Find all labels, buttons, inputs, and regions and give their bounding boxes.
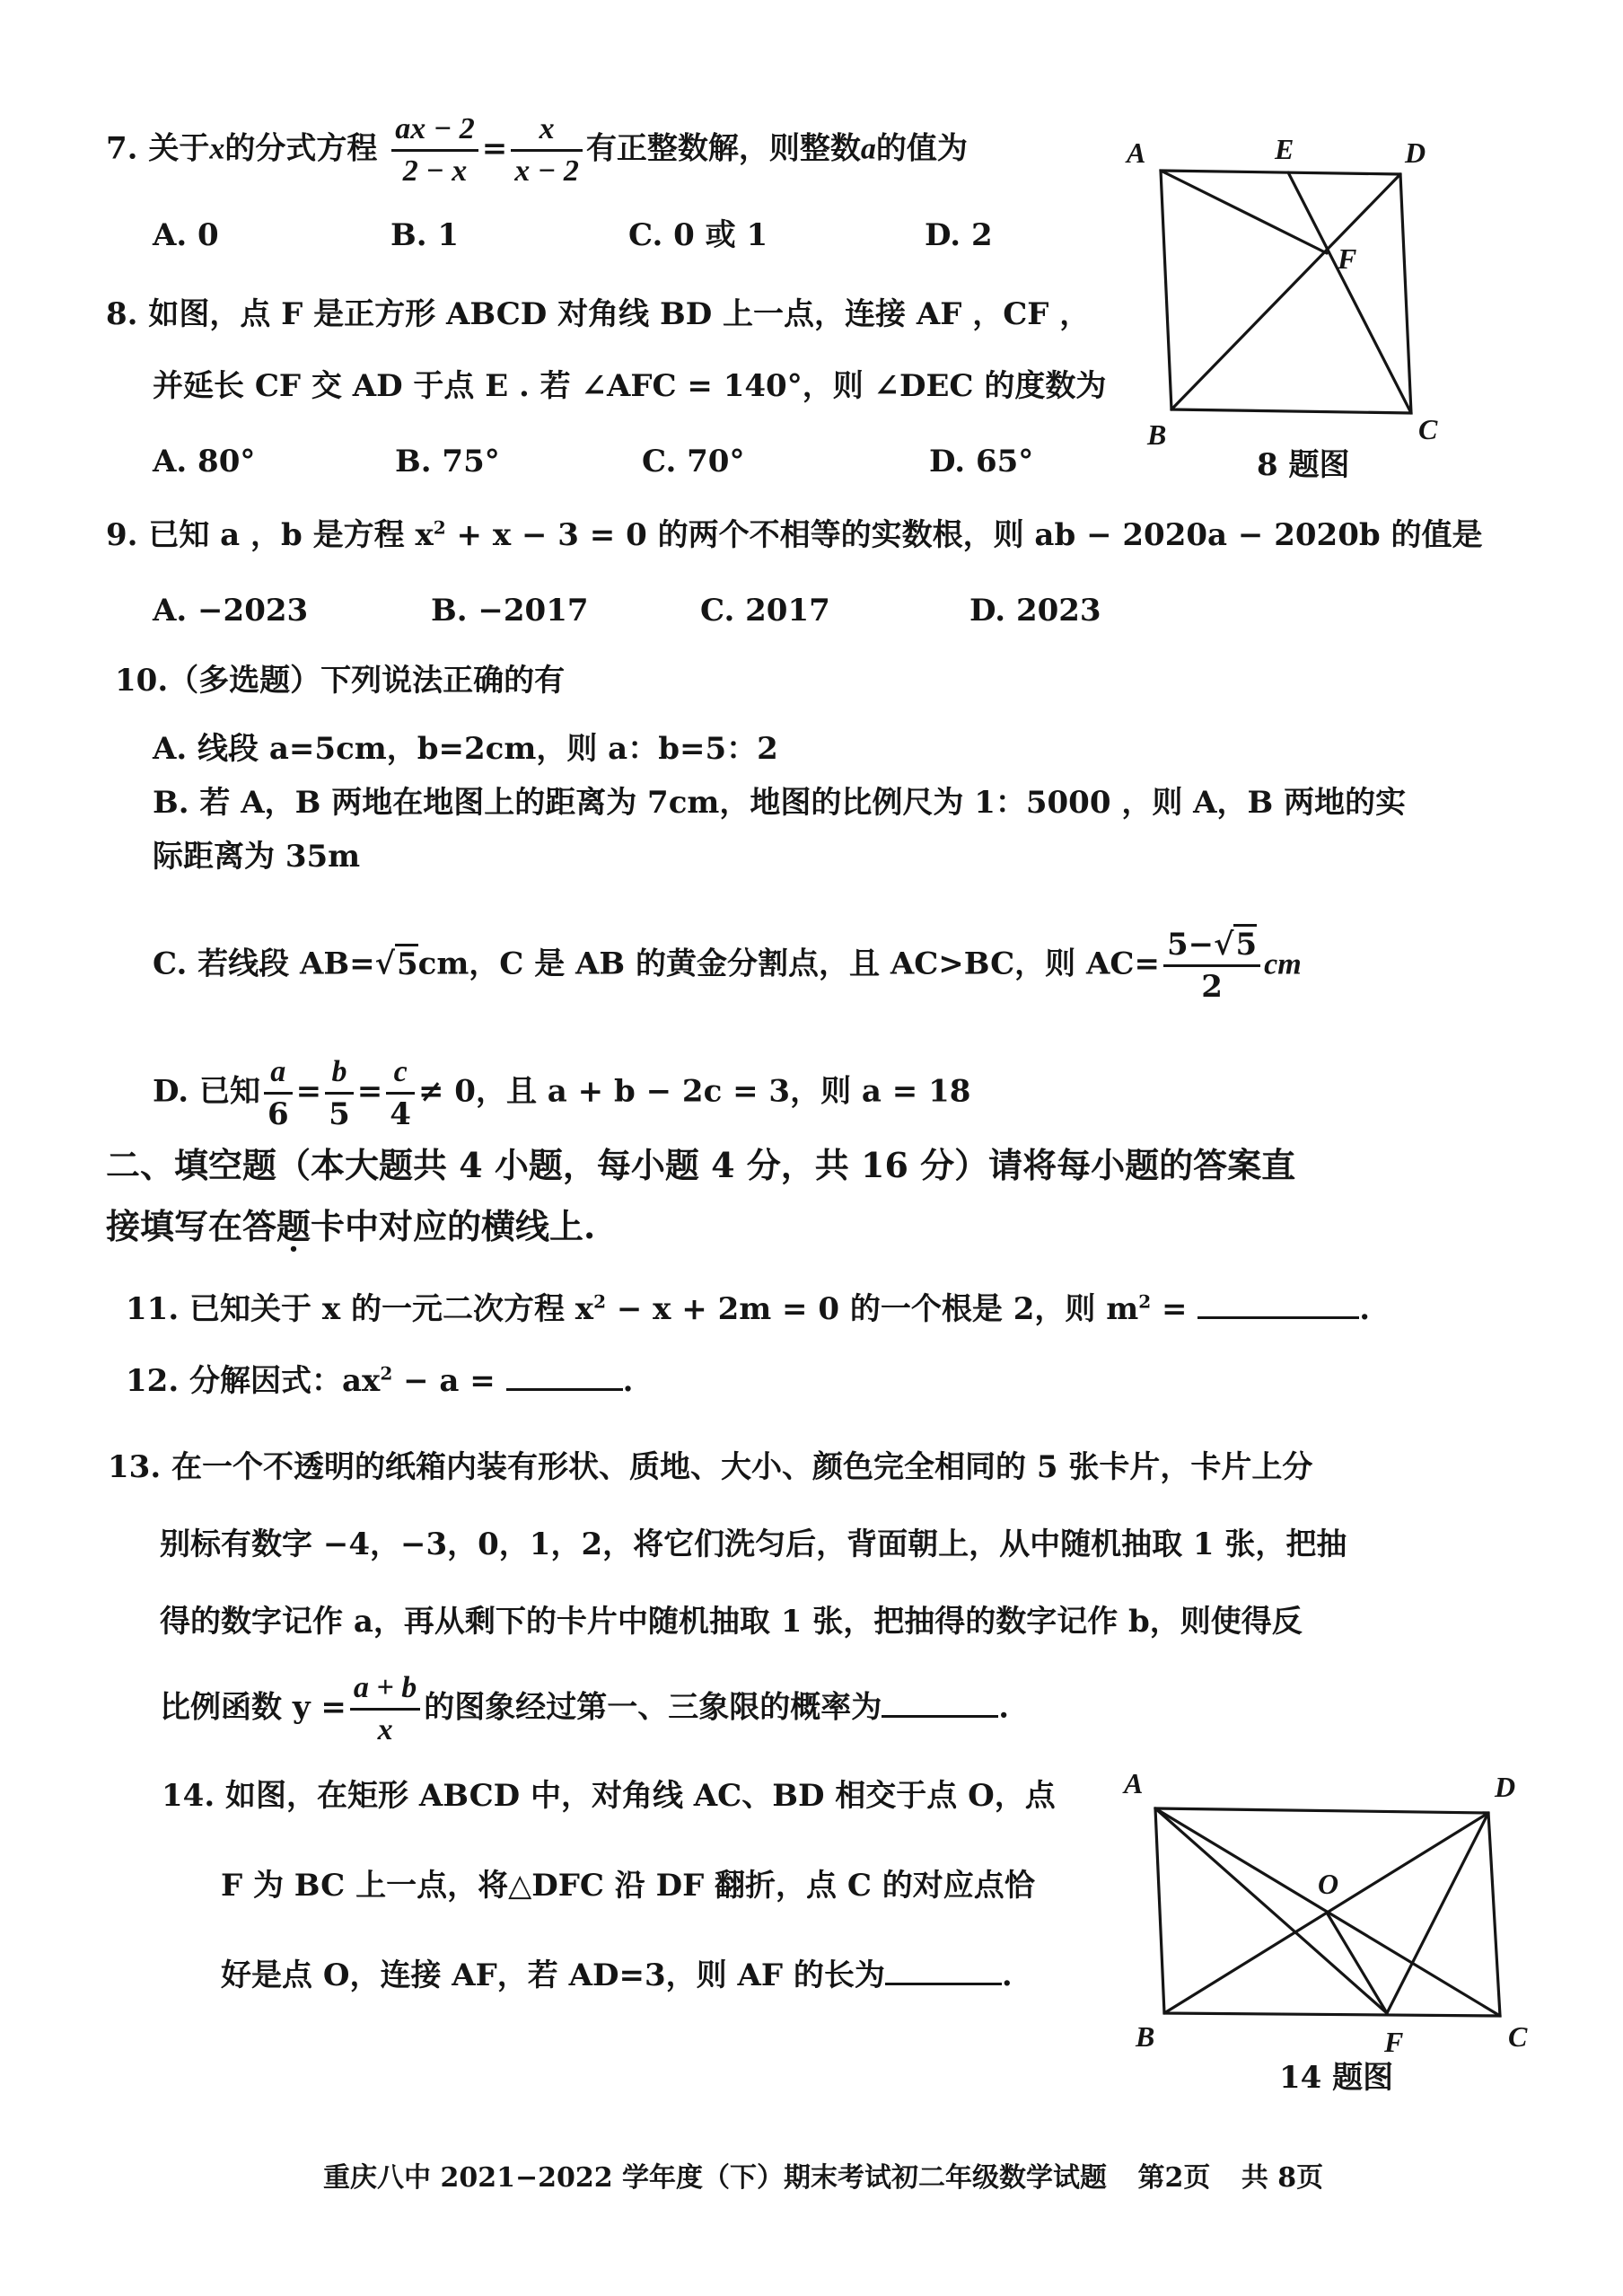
question-8-line2: 并延长 CF 交 AD 于点 E . 若 ∠AFC = 140°，则 ∠DEC 的度数为 bbox=[153, 368, 1107, 404]
q8-option-c[interactable]: C. 70° bbox=[642, 444, 745, 479]
q10-option-a[interactable]: A. 线段 a=5cm，b=2cm，则 a：b=5：2 bbox=[153, 731, 778, 767]
question-13-line3: 得的数字记作 a，再从剩下的卡片中随机抽取 1 张，把抽得的数字记作 b，则使得反 bbox=[160, 1604, 1303, 1640]
q10-option-b-line1[interactable]: B. 若 A，B 两地在地图上的距离为 7cm，地图的比例尺为 1：5000 ，则 A，B 两地的实 bbox=[153, 785, 1407, 821]
answer-blank-13[interactable] bbox=[882, 1688, 998, 1718]
label-c: C bbox=[1418, 413, 1438, 445]
q7-option-d[interactable]: D. 2 bbox=[925, 217, 993, 253]
fraction-a6: $\frac{a}{6}$ bbox=[264, 1052, 293, 1134]
q8-option-b[interactable]: B. 75° bbox=[395, 444, 500, 479]
q10-option-c[interactable]: C. 若线段 AB=√5cm，C 是 AB 的黄金分割点，且 AC>BC，则 AC= $\frac{5-√5}{2}$ cm bbox=[153, 925, 1302, 1007]
section-2-heading-line1: 二、填空题（本大题共 4 小题，每小题 4 分，共 16 分）请将每小题的答案直 bbox=[106, 1145, 1296, 1185]
label-o: O bbox=[1318, 1868, 1339, 1900]
answer-blank-14[interactable] bbox=[885, 1956, 1002, 1985]
fraction-golden: $\frac{5-√5}{2}$ bbox=[1163, 925, 1260, 1007]
question-11: 11. 已知关于 x 的一元二次方程 $x^2 - x + 2m = 0$ 的一个根是 2，则 $m^2$ = . bbox=[126, 1290, 1371, 1327]
q10-option-d[interactable]: D. 已知 $\frac{a}{6}$ = $\frac{b}{5}$ = $\frac{c}{4}$ ≠ 0，且 a + b − 2c = 3，则 a = 18 bbox=[153, 1052, 970, 1134]
answer-blank-12[interactable] bbox=[506, 1361, 623, 1391]
label-a: A bbox=[1124, 1767, 1144, 1799]
q9-option-b[interactable]: B. −2017 bbox=[431, 593, 589, 629]
label-f: F bbox=[1384, 2026, 1404, 2058]
question-14-line1: 14. 如图，在矩形 ABCD 中，对角线 AC、BD 相交于点 O，点 bbox=[162, 1778, 1056, 1814]
q8-option-d[interactable]: D. 65° bbox=[929, 444, 1034, 479]
question-8-line1: 8. 如图，点 F 是正方形 ABCD 对角线 BD 上一点，连接 AF ，CF ， bbox=[106, 296, 1091, 332]
label-d: D bbox=[1495, 1771, 1516, 1803]
q9-option-a[interactable]: A. −2023 bbox=[153, 593, 309, 629]
footer-total-pages: 共 8页 bbox=[1241, 2162, 1324, 2194]
fraction-rhs: $\frac{x}{x - 2}$ bbox=[511, 110, 583, 191]
question-number: 10. bbox=[115, 663, 169, 699]
question-number: 14. bbox=[162, 1778, 215, 1814]
question-13-line1: 13. 在一个不透明的纸箱内装有形状、质地、大小、颜色完全相同的 5 张卡片，卡片上分 bbox=[108, 1449, 1313, 1485]
figure-14 bbox=[1095, 1751, 1598, 2096]
label-b: B bbox=[1136, 2020, 1155, 2053]
fraction-inverse-proportion: $\frac{a + b}{x}$ bbox=[350, 1668, 420, 1750]
figure-8-caption: 8 题图 bbox=[1257, 447, 1350, 483]
question-number: 8. bbox=[106, 296, 138, 332]
q9-option-d[interactable]: D. 2023 bbox=[969, 593, 1101, 629]
question-7-stem: 7. 关于x的分式方程 $\frac{ax - 2}{2 - x}$ = $\frac{x}{x - 2}$ 有正整数解，则整数a的值为 bbox=[106, 110, 968, 191]
fraction-c4: $\frac{c}{4}$ bbox=[386, 1052, 415, 1134]
fraction-lhs: $\frac{ax - 2}{2 - x}$ bbox=[391, 110, 478, 191]
q7-option-b[interactable]: B. 1 bbox=[390, 217, 460, 253]
label-b: B bbox=[1147, 418, 1167, 451]
segment-of bbox=[1327, 1913, 1387, 2013]
q7-option-c[interactable]: C. 0 或 1 bbox=[628, 217, 768, 253]
answer-blank-11[interactable] bbox=[1198, 1289, 1359, 1319]
label-c: C bbox=[1508, 2020, 1528, 2053]
section-2-heading-line2: 接填写在答题卡中对应的横线上. bbox=[106, 1206, 596, 1246]
question-number: 9. bbox=[106, 517, 138, 553]
label-a: A bbox=[1127, 136, 1146, 169]
figure-8 bbox=[1095, 117, 1490, 494]
question-14-line3: 好是点 O，连接 AF，若 AD=3，则 AF 的长为 . bbox=[221, 1957, 1013, 1993]
figure-14-caption: 14 题图 bbox=[1279, 2060, 1394, 2096]
diagonal-bd bbox=[1171, 174, 1400, 409]
label-e: E bbox=[1275, 133, 1294, 165]
question-10-stem: 10.（多选题）下列说法正确的有 bbox=[115, 663, 566, 699]
segment-af bbox=[1161, 171, 1327, 253]
question-number: 13. bbox=[108, 1449, 162, 1485]
question-12: 12. 分解因式：$ax^2 - a$ = . bbox=[126, 1362, 634, 1399]
emphasis-answer-card: 答题卡 bbox=[242, 1206, 346, 1246]
q9-option-c[interactable]: C. 2017 bbox=[700, 593, 830, 629]
q7-option-a[interactable]: A. 0 bbox=[153, 217, 219, 253]
question-13-line2: 别标有数字 −4，−3，0，1，2，将它们洗匀后，背面朝上，从中随机抽取 1 张，把抽 bbox=[160, 1526, 1347, 1562]
label-d: D bbox=[1405, 136, 1426, 169]
q8-option-a[interactable]: A. 80° bbox=[153, 444, 256, 479]
footer-title: 重庆八中 2021−2022 学年度（下）期末考试初二年级数学试题 bbox=[323, 2162, 1108, 2194]
segment-af bbox=[1155, 1808, 1387, 2013]
question-14-line2: F 为 BC 上一点，将△DFC 沿 DF 翻折，点 C 的对应点恰 bbox=[221, 1868, 1035, 1904]
question-13-line4: 比例函数 y = $\frac{a + b}{x}$ 的图象经过第一、三象限的概率为 . bbox=[160, 1668, 1009, 1750]
q10-option-b-line2[interactable]: 际距离为 35m bbox=[153, 839, 361, 875]
question-number: 7. bbox=[106, 130, 138, 167]
question-number: 11. bbox=[126, 1291, 180, 1327]
fraction-b5: $\frac{b}{5}$ bbox=[325, 1052, 354, 1134]
label-f: F bbox=[1338, 242, 1357, 275]
footer-page-number: 第2页 bbox=[1137, 2162, 1211, 2194]
question-number: 12. bbox=[126, 1363, 180, 1399]
page-footer bbox=[323, 2155, 1323, 2195]
segment-ec bbox=[1288, 172, 1411, 413]
question-9-stem: 9. 已知 a ，b 是方程 $x^2 + x - 3 = 0$ 的两个不相等的实数根，则 ab − 2020a − 2020b 的值是 bbox=[106, 516, 1483, 553]
